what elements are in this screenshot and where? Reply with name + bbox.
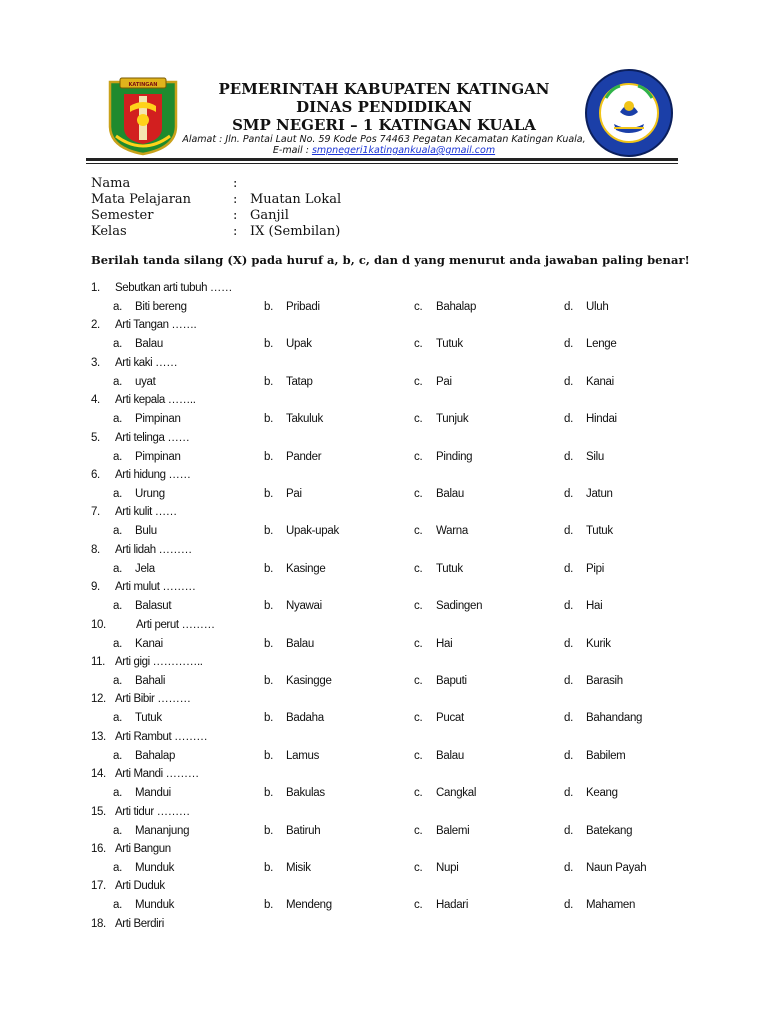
option-b-text[interactable]: Pander (286, 451, 322, 463)
question-text: Arti Duduk (115, 880, 165, 892)
options-row (0, 413, 768, 429)
instruction: Berilah tanda silang (X) pada huruf a, b, c, dan d yang menurut anda jawaban paling benar! (91, 253, 690, 267)
options-row (0, 712, 768, 728)
option-b-text[interactable]: Lamus (286, 750, 320, 762)
header-government: PEMERINTAH KABUPATEN KATINGAN (218, 80, 550, 98)
option-c-text[interactable]: Pai (436, 376, 452, 388)
question (91, 880, 165, 892)
option-b-letter[interactable]: b. (264, 301, 273, 313)
question-number: 6. (91, 469, 100, 481)
option-a-letter[interactable]: a. (113, 787, 122, 799)
question-number: 16. (91, 843, 106, 855)
options-row (0, 301, 768, 317)
option-b-letter[interactable]: b. (264, 750, 273, 762)
option-a-text[interactable]: Pimpinan (135, 413, 181, 425)
option-a-letter[interactable]: a. (113, 525, 122, 537)
option-c-letter[interactable]: c. (414, 712, 423, 724)
option-d-text[interactable]: Tutuk (586, 525, 613, 537)
option-a-text[interactable]: Pimpinan (135, 451, 181, 463)
option-d-text[interactable]: Kanai (586, 376, 614, 388)
option-a-letter[interactable]: a. (113, 600, 122, 612)
option-c-letter[interactable]: c. (414, 675, 423, 687)
question-text: Arti perut ……… (136, 619, 215, 631)
question-number: 13. (91, 731, 106, 743)
option-d-letter[interactable]: d. (564, 376, 573, 388)
option-d-letter[interactable]: d. (564, 862, 573, 874)
question (91, 619, 215, 631)
info-value: Ganjil (250, 208, 289, 223)
option-b-letter[interactable]: b. (264, 600, 273, 612)
question (91, 806, 190, 818)
option-c-text[interactable]: Cangkal (436, 787, 477, 799)
option-a-letter[interactable]: a. (113, 301, 122, 313)
option-d-letter[interactable]: d. (564, 787, 573, 799)
question-number: 18. (91, 918, 106, 930)
question-text: Arti tidur ……… (115, 806, 190, 818)
options-row (0, 750, 768, 766)
option-b-text[interactable]: Upak (286, 338, 312, 350)
option-a-letter[interactable]: a. (113, 750, 122, 762)
option-d-text[interactable]: Mahamen (586, 899, 636, 911)
option-d-letter[interactable]: d. (564, 600, 573, 612)
option-b-text[interactable]: Kasingge (286, 675, 332, 687)
option-c-letter[interactable]: c. (414, 638, 423, 650)
question (91, 357, 177, 369)
info-colon: : (233, 192, 238, 207)
option-b-letter[interactable]: b. (264, 451, 273, 463)
option-c-letter[interactable]: c. (414, 600, 423, 612)
option-d-text[interactable]: Naun Payah (586, 862, 647, 874)
email-label: E-mail : (272, 145, 312, 156)
option-a-letter[interactable]: a. (113, 451, 122, 463)
option-b-text[interactable]: Pai (286, 488, 302, 500)
header-school: SMP NEGERI – 1 KATINGAN KUALA (232, 116, 536, 134)
question-number: 5. (91, 432, 100, 444)
info-colon: : (233, 176, 238, 191)
option-c-text[interactable]: Sadingen (436, 600, 483, 612)
option-b-text[interactable]: Tatap (286, 376, 313, 388)
option-d-letter[interactable]: d. (564, 712, 573, 724)
question-number: 2. (91, 319, 100, 331)
option-c-text[interactable]: Nupi (436, 862, 459, 874)
question-number: 14. (91, 768, 106, 780)
option-a-text[interactable]: Kanai (135, 638, 163, 650)
question-number: 8. (91, 544, 100, 556)
school-email-line (0, 145, 768, 157)
option-a-text[interactable]: Biti bereng (135, 301, 187, 313)
option-b-letter[interactable]: b. (264, 525, 273, 537)
option-c-text[interactable]: Bahalap (436, 301, 477, 313)
options-row (0, 488, 768, 504)
option-b-letter[interactable]: b. (264, 638, 273, 650)
option-c-text[interactable]: Hai (436, 638, 453, 650)
option-b-text[interactable]: Upak-upak (286, 525, 339, 537)
option-d-text[interactable]: Batekang (586, 825, 633, 837)
option-c-letter[interactable]: c. (414, 750, 423, 762)
info-label: Semester (91, 208, 154, 223)
option-b-text[interactable]: Takuluk (286, 413, 323, 425)
option-a-text[interactable]: Urung (135, 488, 165, 500)
option-c-letter[interactable]: c. (414, 301, 423, 313)
option-c-text[interactable]: Hadari (436, 899, 469, 911)
option-d-letter[interactable]: d. (564, 675, 573, 687)
option-c-letter[interactable]: c. (414, 338, 423, 350)
options-row (0, 638, 768, 654)
option-d-letter[interactable]: d. (564, 899, 573, 911)
question (91, 581, 196, 593)
question (91, 693, 191, 705)
question-text: Arti Bangun (115, 843, 171, 855)
option-a-letter[interactable]: a. (113, 638, 122, 650)
option-d-text[interactable]: Hindai (586, 413, 617, 425)
option-b-text[interactable]: Batiruh (286, 825, 321, 837)
options-row (0, 376, 768, 392)
option-a-text[interactable]: uyat (135, 376, 156, 388)
question (91, 843, 171, 855)
question-text: Arti mulut ……… (115, 581, 196, 593)
option-d-letter[interactable]: d. (564, 638, 573, 650)
question-text: Arti telinga …… (115, 432, 190, 444)
option-b-letter[interactable]: b. (264, 712, 273, 724)
option-d-text[interactable]: Jatun (586, 488, 613, 500)
question-text: Arti Berdiri (115, 918, 164, 930)
option-a-text[interactable]: Balau (135, 338, 163, 350)
option-b-letter[interactable]: b. (264, 675, 273, 687)
question (91, 731, 207, 743)
option-c-letter[interactable]: c. (414, 825, 423, 837)
options-row (0, 563, 768, 579)
option-d-letter[interactable]: d. (564, 563, 573, 575)
question-text: Arti kulit …… (115, 506, 177, 518)
option-c-letter[interactable]: c. (414, 451, 423, 463)
options-row (0, 862, 768, 878)
question (91, 469, 191, 481)
option-b-letter[interactable]: b. (264, 413, 273, 425)
question-text: Arti Bibir ……… (115, 693, 191, 705)
option-b-text[interactable]: Kasinge (286, 563, 326, 575)
option-b-text[interactable]: Nyawai (286, 600, 322, 612)
question-text: Arti lidah ……… (115, 544, 192, 556)
option-c-text[interactable]: Balau (436, 750, 464, 762)
question (91, 319, 196, 331)
question (91, 282, 232, 294)
option-c-text[interactable]: Warna (436, 525, 468, 537)
question-text: Arti kaki …… (115, 357, 178, 369)
option-c-text[interactable]: Pucat (436, 712, 464, 724)
option-c-text[interactable]: Pinding (436, 451, 473, 463)
question-number: 11. (91, 656, 105, 668)
school-address: Alamat : Jln. Pantai Laut No. 59 Kode Pos 74463 Pegatan Kecamatan Katingan Kuala, (182, 134, 586, 145)
option-b-text[interactable]: Pribadi (286, 301, 320, 313)
info-label: Kelas (91, 224, 127, 239)
options-row (0, 600, 768, 616)
option-c-letter[interactable]: c. (414, 563, 423, 575)
option-d-letter[interactable]: d. (564, 301, 573, 313)
question (91, 506, 177, 518)
info-colon: : (233, 224, 238, 239)
option-c-text[interactable]: Tutuk (436, 338, 463, 350)
option-d-text[interactable]: Keang (586, 787, 618, 799)
question (91, 656, 203, 668)
option-a-letter[interactable]: a. (113, 563, 122, 575)
option-a-letter[interactable]: a. (113, 413, 122, 425)
header-rule-thin (86, 163, 678, 164)
option-d-letter[interactable]: d. (564, 525, 573, 537)
option-b-text[interactable]: Mendeng (286, 899, 332, 911)
question-number: 15. (91, 806, 106, 818)
option-c-letter[interactable]: c. (414, 488, 423, 500)
option-a-text[interactable]: Jela (135, 563, 155, 575)
options-row (0, 525, 768, 541)
option-b-letter[interactable]: b. (264, 338, 273, 350)
option-d-text[interactable]: Bahandang (586, 712, 643, 724)
info-value: IX (Sembilan) (250, 224, 341, 239)
option-d-text[interactable]: Hai (586, 600, 603, 612)
options-row (0, 787, 768, 803)
option-d-text[interactable]: Kurik (586, 638, 611, 650)
option-d-letter[interactable]: d. (564, 338, 573, 350)
option-c-text[interactable]: Balemi (436, 825, 470, 837)
option-c-text[interactable]: Balau (436, 488, 464, 500)
option-c-text[interactable]: Baputi (436, 675, 467, 687)
option-a-text[interactable]: Bulu (135, 525, 157, 537)
info-colon: : (233, 208, 238, 223)
question-text: Sebutkan arti tubuh …… (115, 282, 233, 294)
option-b-letter[interactable]: b. (264, 488, 273, 500)
option-a-letter[interactable]: a. (113, 488, 122, 500)
option-a-text[interactable]: Bahali (135, 675, 166, 687)
question-number: 4. (91, 394, 100, 406)
option-b-letter[interactable]: b. (264, 563, 273, 575)
option-d-letter[interactable]: d. (564, 488, 573, 500)
email-link[interactable]: smpnegeri1katingankuala@gmail.com (311, 145, 496, 156)
option-a-text[interactable]: Mananjung (135, 825, 190, 837)
option-d-text[interactable]: Silu (586, 451, 604, 463)
header-rule-thick (86, 158, 678, 161)
option-b-letter[interactable]: b. (264, 899, 273, 911)
options-row (0, 675, 768, 691)
question-number: 12. (91, 693, 106, 705)
question-text: Arti Tangan ……. (115, 319, 197, 331)
question (91, 918, 164, 930)
option-a-letter[interactable]: a. (113, 376, 122, 388)
question-text: Arti hidung …… (115, 469, 191, 481)
option-a-letter[interactable]: a. (113, 712, 122, 724)
svg-text:KATINGAN: KATINGAN (128, 82, 158, 88)
question (91, 432, 190, 444)
option-a-letter[interactable]: a. (113, 825, 122, 837)
question-text: Arti Rambut ……… (115, 731, 208, 743)
question-number: 9. (91, 581, 100, 593)
option-b-letter[interactable]: b. (264, 376, 273, 388)
question-text: Arti gigi ………….. (115, 656, 203, 668)
option-d-letter[interactable]: d. (564, 451, 573, 463)
question-text: Arti Mandi ……… (115, 768, 199, 780)
option-a-letter[interactable]: a. (113, 899, 122, 911)
option-d-text[interactable]: Pipi (586, 563, 604, 575)
option-d-text[interactable]: Lenge (586, 338, 617, 350)
option-d-text[interactable]: Babilem (586, 750, 626, 762)
question-text: Arti kepala …….. (115, 394, 196, 406)
option-a-letter[interactable]: a. (113, 675, 122, 687)
question-number: 3. (91, 357, 100, 369)
option-c-text[interactable]: Tunjuk (436, 413, 469, 425)
options-row (0, 825, 768, 841)
option-d-letter[interactable]: d. (564, 750, 573, 762)
header-department: DINAS PENDIDIKAN (296, 98, 472, 116)
option-c-letter[interactable]: c. (414, 525, 423, 537)
option-b-text[interactable]: Balau (286, 638, 314, 650)
option-c-text[interactable]: Tutuk (436, 563, 463, 575)
option-a-text[interactable]: Balasut (135, 600, 172, 612)
options-row (0, 338, 768, 354)
option-b-letter[interactable]: b. (264, 862, 273, 874)
option-c-letter[interactable]: c. (414, 376, 423, 388)
option-b-text[interactable]: Misik (286, 862, 311, 874)
option-b-text[interactable]: Bakulas (286, 787, 325, 799)
option-c-letter[interactable]: c. (414, 787, 423, 799)
option-a-text[interactable]: Mandui (135, 787, 171, 799)
option-a-text[interactable]: Bahalap (135, 750, 176, 762)
option-b-letter[interactable]: b. (264, 825, 273, 837)
question (91, 394, 196, 406)
option-d-text[interactable]: Uluh (586, 301, 609, 313)
question-number: 1. (91, 282, 100, 294)
info-value: Muatan Lokal (250, 192, 342, 207)
question (91, 544, 192, 556)
option-a-text[interactable]: Munduk (135, 899, 175, 911)
option-b-text[interactable]: Badaha (286, 712, 324, 724)
option-a-letter[interactable]: a. (113, 338, 122, 350)
option-c-letter[interactable]: c. (414, 413, 423, 425)
question (91, 768, 199, 780)
info-label: Nama (91, 176, 131, 191)
options-row (0, 899, 768, 915)
question-number: 10. (91, 619, 106, 631)
option-d-letter[interactable]: d. (564, 825, 573, 837)
option-c-letter[interactable]: c. (414, 899, 423, 911)
option-a-text[interactable]: Tutuk (135, 712, 162, 724)
option-a-text[interactable]: Munduk (135, 862, 175, 874)
option-d-text[interactable]: Barasih (586, 675, 623, 687)
option-c-letter[interactable]: c. (414, 862, 423, 874)
option-b-letter[interactable]: b. (264, 787, 273, 799)
question-number: 17. (91, 880, 106, 892)
option-a-letter[interactable]: a. (113, 862, 122, 874)
options-row (0, 451, 768, 467)
question-number: 7. (91, 506, 100, 518)
option-d-letter[interactable]: d. (564, 413, 573, 425)
info-label: Mata Pelajaran (91, 192, 192, 207)
